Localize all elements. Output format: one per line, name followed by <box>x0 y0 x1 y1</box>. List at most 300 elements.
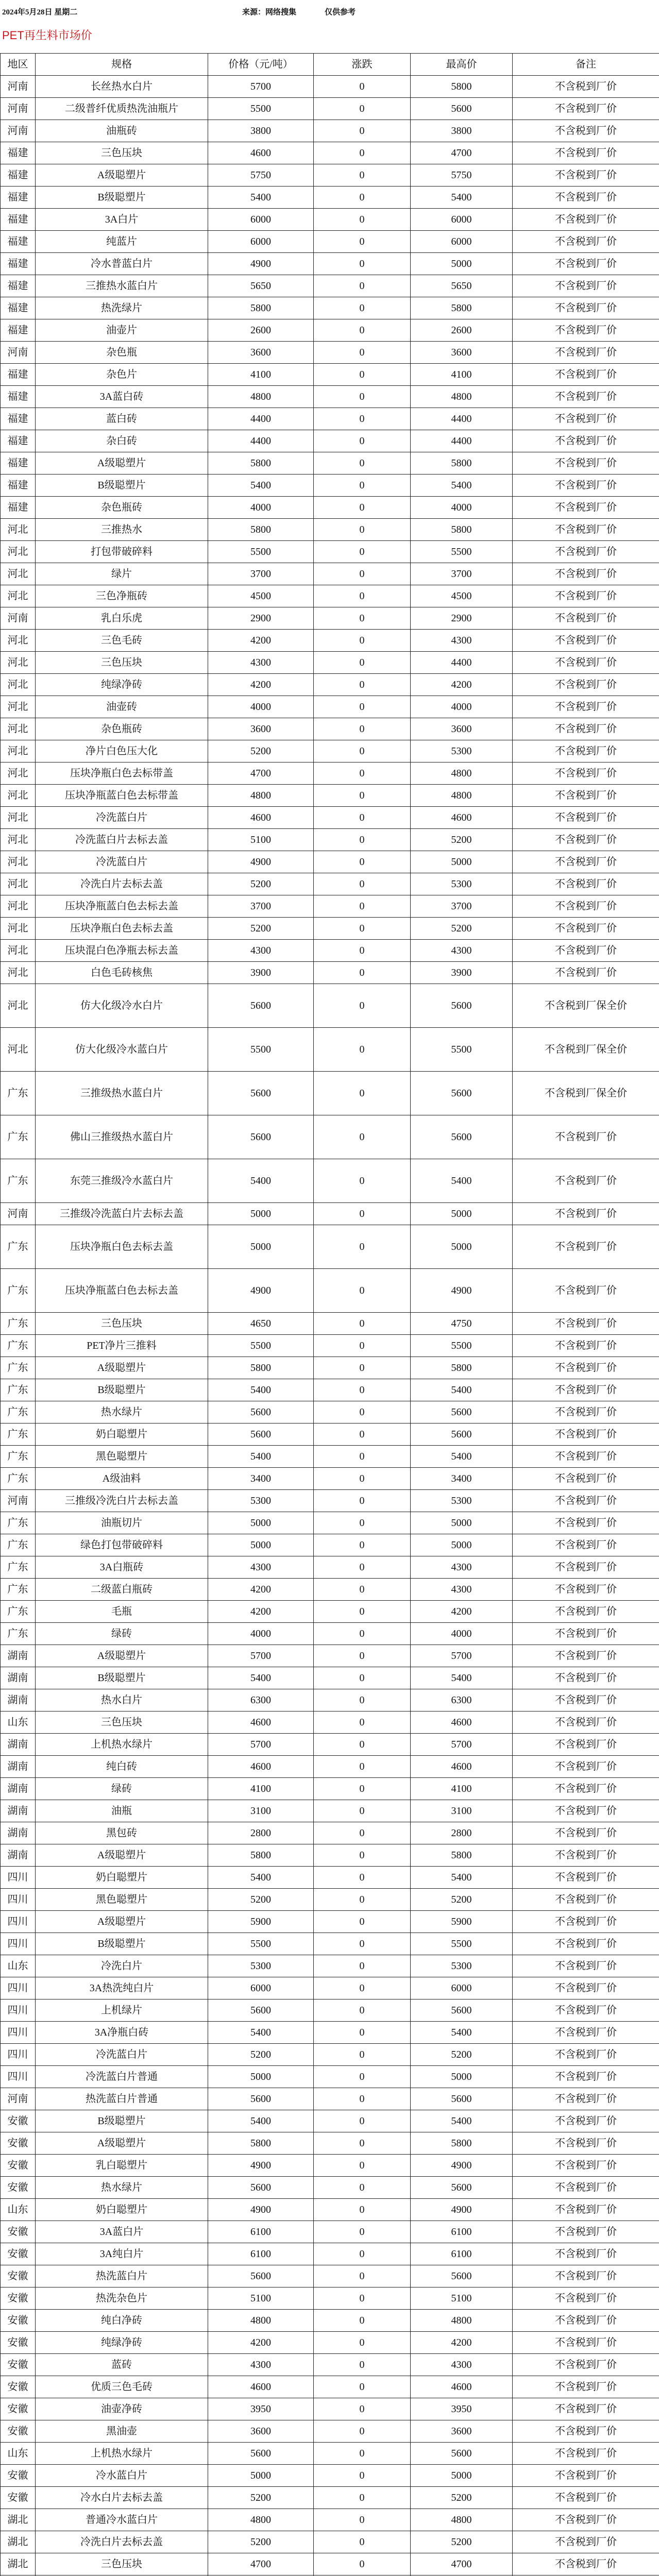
region-cell: 广东 <box>1 1115 36 1159</box>
price-cell: 5600 <box>208 1072 314 1115</box>
spec-cell: 白色毛砖核焦 <box>36 962 208 984</box>
price-table <box>0 53 659 2576</box>
table-header-row <box>1 54 659 76</box>
remark-cell: 不含税到厂价 <box>513 2332 659 2354</box>
region-cell: 湖南 <box>1 1667 36 1689</box>
spec-cell: 黑色聪塑片 <box>36 1446 208 1468</box>
remark-cell: 不含税到厂价 <box>513 2132 659 2155</box>
remark-cell: 不含税到厂价 <box>513 275 659 297</box>
remark-cell: 不含税到厂价 <box>513 1955 659 1977</box>
table-row <box>1 2110 659 2132</box>
region-cell: 广东 <box>1 1072 36 1115</box>
change-cell: 0 <box>314 2221 411 2243</box>
region-cell: 四川 <box>1 1977 36 1999</box>
spec-cell: 绿色打包带破碎料 <box>36 1534 208 1556</box>
remark-cell: 不含税到厂价 <box>513 1601 659 1623</box>
table-row <box>1 231 659 253</box>
remark-cell: 不含税到厂价 <box>513 2354 659 2376</box>
price-cell: 5900 <box>208 1911 314 1933</box>
max-price-cell: 5000 <box>411 1203 513 1225</box>
max-price-cell: 4200 <box>411 1601 513 1623</box>
remark-cell: 不含税到厂价 <box>513 120 659 142</box>
spec-cell: 压块净瓶蓝白色去标带盖 <box>36 785 208 807</box>
price-cell: 4600 <box>208 2376 314 2398</box>
change-cell: 0 <box>314 2044 411 2066</box>
spec-cell: 二级普纤优质热洗油瓶片 <box>36 98 208 120</box>
max-price-cell: 5400 <box>411 1379 513 1401</box>
price-cell: 5600 <box>208 2088 314 2110</box>
spec-cell: 奶白聪塑片 <box>36 1423 208 1446</box>
change-cell: 0 <box>314 563 411 585</box>
header-note: 仅供参考 <box>325 8 356 16</box>
price-cell: 5400 <box>208 1379 314 1401</box>
price-cell: 4000 <box>208 1623 314 1645</box>
change-cell: 0 <box>314 807 411 829</box>
region-cell: 广东 <box>1 1468 36 1490</box>
change-cell: 0 <box>314 895 411 918</box>
remark-cell: 不含税到厂价 <box>513 76 659 98</box>
remark-cell: 不含税到厂价 <box>513 1446 659 1468</box>
region-cell: 河北 <box>1 519 36 541</box>
remark-cell: 不含税到厂价 <box>513 2509 659 2531</box>
price-cell: 5700 <box>208 1645 314 1667</box>
change-cell: 0 <box>314 2022 411 2044</box>
change-cell: 0 <box>314 1645 411 1667</box>
spec-cell: 仿大化级冷水白片 <box>36 984 208 1028</box>
remark-cell: 不含税到厂价 <box>513 1800 659 1822</box>
spec-cell: 油壶砖 <box>36 696 208 718</box>
max-price-cell: 4900 <box>411 2155 513 2177</box>
spec-cell: A级聪塑片 <box>36 1844 208 1867</box>
region-cell: 山东 <box>1 2199 36 2221</box>
price-cell: 5200 <box>208 2044 314 2066</box>
spec-cell: 三推热水蓝白片 <box>36 275 208 297</box>
table-row <box>1 2509 659 2531</box>
change-cell: 0 <box>314 740 411 762</box>
table-row <box>1 674 659 696</box>
max-price-cell: 5300 <box>411 1955 513 1977</box>
table-row <box>1 386 659 408</box>
region-cell: 湖南 <box>1 1844 36 1867</box>
price-cell: 5000 <box>208 1225 314 1269</box>
region-cell: 河北 <box>1 652 36 674</box>
table-row <box>1 1889 659 1911</box>
price-cell: 4900 <box>208 851 314 873</box>
max-price-cell: 4000 <box>411 696 513 718</box>
table-row <box>1 1933 659 1955</box>
region-cell: 河北 <box>1 674 36 696</box>
remark-cell: 不含税到厂价 <box>513 785 659 807</box>
price-cell: 5650 <box>208 275 314 297</box>
change-cell: 0 <box>314 519 411 541</box>
spec-cell: B级聪塑片 <box>36 1933 208 1955</box>
change-cell: 0 <box>314 1335 411 1357</box>
spec-cell: 3A热洗纯白片 <box>36 1977 208 1999</box>
remark-cell: 不含税到厂价 <box>513 98 659 120</box>
price-cell: 4000 <box>208 696 314 718</box>
price-cell: 3700 <box>208 563 314 585</box>
spec-cell: 纯绿净砖 <box>36 2332 208 2354</box>
max-price-cell: 2800 <box>411 1822 513 1844</box>
remark-cell: 不含税到厂价 <box>513 2066 659 2088</box>
change-cell: 0 <box>314 1623 411 1645</box>
region-cell: 湖北 <box>1 2553 36 2575</box>
column-header-spec: 规格 <box>36 54 208 76</box>
price-cell: 5200 <box>208 2531 314 2553</box>
region-cell: 河南 <box>1 2088 36 2110</box>
spec-cell: 热洗蓝白片普通 <box>36 2088 208 2110</box>
price-cell: 4900 <box>208 2155 314 2177</box>
page-header <box>0 0 659 25</box>
column-header-price: 价格（元/吨） <box>208 54 314 76</box>
spec-cell: 杂色瓶砖 <box>36 497 208 519</box>
spec-cell: 打包带破碎料 <box>36 541 208 563</box>
change-cell: 0 <box>314 1379 411 1401</box>
table-row <box>1 2465 659 2487</box>
remark-cell: 不含税到厂价 <box>513 1357 659 1379</box>
change-cell: 0 <box>314 2553 411 2575</box>
price-cell: 5400 <box>208 1867 314 1889</box>
region-cell: 河北 <box>1 873 36 895</box>
table-row <box>1 2221 659 2243</box>
price-cell: 5300 <box>208 1490 314 1512</box>
table-row <box>1 1999 659 2022</box>
remark-cell: 不含税到厂价 <box>513 342 659 364</box>
region-cell: 安徽 <box>1 2398 36 2420</box>
change-cell: 0 <box>314 1977 411 1999</box>
price-cell: 5200 <box>208 873 314 895</box>
price-cell: 3400 <box>208 1468 314 1490</box>
region-cell: 河北 <box>1 962 36 984</box>
change-cell: 0 <box>314 696 411 718</box>
max-price-cell: 4600 <box>411 1711 513 1734</box>
spec-cell: A级油料 <box>36 1468 208 1490</box>
remark-cell: 不含税到厂价 <box>513 1689 659 1711</box>
spec-cell: 三色净瓶砖 <box>36 585 208 607</box>
spec-cell: 3A蓝白片 <box>36 2221 208 2243</box>
remark-cell: 不含税到厂价 <box>513 1867 659 1889</box>
remark-cell: 不含税到厂价 <box>513 718 659 740</box>
max-price-cell: 6300 <box>411 1689 513 1711</box>
spec-cell: 三推级冷洗蓝白片去标去盖 <box>36 1203 208 1225</box>
table-row <box>1 1269 659 1313</box>
spec-cell: 杂色瓶 <box>36 342 208 364</box>
price-cell: 5600 <box>208 1115 314 1159</box>
spec-cell: 杂白砖 <box>36 430 208 452</box>
change-cell: 0 <box>314 297 411 319</box>
max-price-cell: 5700 <box>411 1645 513 1667</box>
column-header-max-price: 最高价 <box>411 54 513 76</box>
spec-cell: 3A净瓶白砖 <box>36 2022 208 2044</box>
table-row <box>1 1911 659 1933</box>
remark-cell: 不含税到厂价 <box>513 164 659 187</box>
change-cell: 0 <box>314 2420 411 2443</box>
spec-cell: 3A纯白片 <box>36 2243 208 2265</box>
spec-cell: 热水绿片 <box>36 2177 208 2199</box>
change-cell: 0 <box>314 2287 411 2310</box>
remark-cell: 不含税到厂价 <box>513 1999 659 2022</box>
spec-cell: 蓝白砖 <box>36 408 208 430</box>
max-price-cell: 5800 <box>411 76 513 98</box>
table-row <box>1 253 659 275</box>
table-row <box>1 851 659 873</box>
max-price-cell: 5600 <box>411 1999 513 2022</box>
region-cell: 广东 <box>1 1623 36 1645</box>
remark-cell: 不含税到厂价 <box>513 1423 659 1446</box>
spec-cell: 奶白聪塑片 <box>36 1867 208 1889</box>
change-cell: 0 <box>314 1313 411 1335</box>
max-price-cell: 3900 <box>411 962 513 984</box>
max-price-cell: 5200 <box>411 1889 513 1911</box>
table-row <box>1 940 659 962</box>
max-price-cell: 4600 <box>411 2376 513 2398</box>
table-row <box>1 1800 659 1822</box>
spec-cell: 压块混白色净瓶去标去盖 <box>36 940 208 962</box>
region-cell: 湖南 <box>1 1734 36 1756</box>
spec-cell: 三色压块 <box>36 142 208 164</box>
region-cell: 广东 <box>1 1159 36 1203</box>
remark-cell: 不含税到厂价 <box>513 2465 659 2487</box>
max-price-cell: 5600 <box>411 1072 513 1115</box>
remark-cell: 不含税到厂价 <box>513 2310 659 2332</box>
region-cell: 福建 <box>1 364 36 386</box>
change-cell: 0 <box>314 2443 411 2465</box>
max-price-cell: 5000 <box>411 851 513 873</box>
spec-cell: 黑油壶 <box>36 2420 208 2443</box>
change-cell: 0 <box>314 474 411 497</box>
remark-cell: 不含税到厂价 <box>513 2265 659 2287</box>
change-cell: 0 <box>314 2155 411 2177</box>
table-row <box>1 1601 659 1623</box>
max-price-cell: 5800 <box>411 452 513 474</box>
price-cell: 5800 <box>208 297 314 319</box>
region-cell: 广东 <box>1 1335 36 1357</box>
table-row <box>1 829 659 851</box>
spec-cell: 热洗蓝白片 <box>36 2265 208 2287</box>
table-row <box>1 2265 659 2287</box>
price-cell: 5500 <box>208 541 314 563</box>
region-cell: 福建 <box>1 497 36 519</box>
spec-cell: 冷洗蓝白片 <box>36 807 208 829</box>
max-price-cell: 5000 <box>411 253 513 275</box>
table-body <box>1 76 659 2576</box>
table-row <box>1 120 659 142</box>
region-cell: 河北 <box>1 762 36 785</box>
region-cell: 河北 <box>1 984 36 1028</box>
remark-cell: 不含税到厂价 <box>513 1401 659 1423</box>
table-row <box>1 1667 659 1689</box>
region-cell: 安徽 <box>1 2221 36 2243</box>
remark-cell: 不含税到厂价 <box>513 674 659 696</box>
price-cell: 5500 <box>208 98 314 120</box>
spec-cell: 黑包砖 <box>36 1822 208 1844</box>
remark-cell: 不含税到厂价 <box>513 1512 659 1534</box>
max-price-cell: 5400 <box>411 1867 513 1889</box>
region-cell: 广东 <box>1 1446 36 1468</box>
region-cell: 四川 <box>1 1999 36 2022</box>
table-row <box>1 1756 659 1778</box>
change-cell: 0 <box>314 1556 411 1579</box>
change-cell: 0 <box>314 1423 411 1446</box>
change-cell: 0 <box>314 1889 411 1911</box>
change-cell: 0 <box>314 1468 411 1490</box>
region-cell: 福建 <box>1 319 36 342</box>
change-cell: 0 <box>314 1601 411 1623</box>
price-cell: 5600 <box>208 1401 314 1423</box>
table-row <box>1 585 659 607</box>
remark-cell: 不含税到厂价 <box>513 2398 659 2420</box>
price-cell: 4400 <box>208 408 314 430</box>
remark-cell: 不含税到厂价 <box>513 585 659 607</box>
table-row <box>1 1225 659 1269</box>
max-price-cell: 4800 <box>411 2509 513 2531</box>
region-cell: 河北 <box>1 563 36 585</box>
remark-cell: 不含税到厂价 <box>513 807 659 829</box>
change-cell: 0 <box>314 762 411 785</box>
change-cell: 0 <box>314 1203 411 1225</box>
remark-cell: 不含税到厂价 <box>513 1711 659 1734</box>
table-row <box>1 1072 659 1115</box>
region-cell: 山东 <box>1 1711 36 1734</box>
spec-cell: 冷水白片去标去盖 <box>36 2487 208 2509</box>
spec-cell: 热洗绿片 <box>36 297 208 319</box>
max-price-cell: 5800 <box>411 1844 513 1867</box>
max-price-cell: 5500 <box>411 1028 513 1072</box>
max-price-cell: 4800 <box>411 762 513 785</box>
region-cell: 广东 <box>1 1534 36 1556</box>
remark-cell: 不含税到厂价 <box>513 762 659 785</box>
max-price-cell: 5700 <box>411 1734 513 1756</box>
page-title: PET再生料市场价 <box>2 29 92 42</box>
region-cell: 安徽 <box>1 2265 36 2287</box>
table-row <box>1 2177 659 2199</box>
region-cell: 安徽 <box>1 2110 36 2132</box>
change-cell: 0 <box>314 1800 411 1822</box>
max-price-cell: 5200 <box>411 918 513 940</box>
spec-cell: 三色毛砖 <box>36 630 208 652</box>
price-cell: 5600 <box>208 984 314 1028</box>
region-cell: 福建 <box>1 386 36 408</box>
price-cell: 4700 <box>208 762 314 785</box>
price-cell: 4100 <box>208 364 314 386</box>
spec-cell: B级聪塑片 <box>36 2110 208 2132</box>
region-cell: 广东 <box>1 1556 36 1579</box>
price-cell: 4200 <box>208 1579 314 1601</box>
table-row <box>1 984 659 1028</box>
max-price-cell: 6100 <box>411 2243 513 2265</box>
spec-cell: 纯白砖 <box>36 1756 208 1778</box>
max-price-cell: 5300 <box>411 873 513 895</box>
region-cell: 湖南 <box>1 1689 36 1711</box>
max-price-cell: 5100 <box>411 2287 513 2310</box>
spec-cell: 压块净瓶蓝白色去标去盖 <box>36 1269 208 1313</box>
region-cell: 广东 <box>1 1379 36 1401</box>
price-cell: 4300 <box>208 652 314 674</box>
region-cell: 四川 <box>1 2044 36 2066</box>
region-cell: 河北 <box>1 585 36 607</box>
max-price-cell: 3800 <box>411 120 513 142</box>
change-cell: 0 <box>314 120 411 142</box>
column-header-change: 涨跌 <box>314 54 411 76</box>
price-cell: 5500 <box>208 1028 314 1072</box>
max-price-cell: 5400 <box>411 1667 513 1689</box>
max-price-cell: 5300 <box>411 740 513 762</box>
table-row <box>1 2531 659 2553</box>
change-cell: 0 <box>314 2487 411 2509</box>
region-cell: 河南 <box>1 1203 36 1225</box>
price-cell: 2600 <box>208 319 314 342</box>
remark-cell: 不含税到厂价 <box>513 253 659 275</box>
max-price-cell: 4800 <box>411 2310 513 2332</box>
remark-cell: 不含税到厂价 <box>513 2199 659 2221</box>
table-row <box>1 164 659 187</box>
spec-cell: B级聪塑片 <box>36 1667 208 1689</box>
region-cell: 四川 <box>1 1911 36 1933</box>
change-cell: 0 <box>314 142 411 164</box>
region-cell: 广东 <box>1 1313 36 1335</box>
price-cell: 4700 <box>208 2553 314 2575</box>
price-cell: 5700 <box>208 1734 314 1756</box>
max-price-cell: 3600 <box>411 718 513 740</box>
spec-cell: 三推级热水蓝白片 <box>36 1072 208 1115</box>
remark-cell: 不含税到厂价 <box>513 2044 659 2066</box>
remark-cell: 不含税到厂价 <box>513 408 659 430</box>
region-cell: 河北 <box>1 541 36 563</box>
region-cell: 河北 <box>1 807 36 829</box>
max-price-cell: 5600 <box>411 2177 513 2199</box>
price-cell: 4200 <box>208 1601 314 1623</box>
remark-cell: 不含税到厂价 <box>513 1911 659 1933</box>
max-price-cell: 5400 <box>411 1446 513 1468</box>
region-cell: 安徽 <box>1 2376 36 2398</box>
price-cell: 4300 <box>208 940 314 962</box>
remark-cell: 不含税到厂保全价 <box>513 984 659 1028</box>
change-cell: 0 <box>314 541 411 563</box>
region-cell: 福建 <box>1 408 36 430</box>
max-price-cell: 5900 <box>411 1911 513 1933</box>
remark-cell: 不含税到厂价 <box>513 231 659 253</box>
change-cell: 0 <box>314 1778 411 1800</box>
spec-cell: 杂色片 <box>36 364 208 386</box>
max-price-cell: 5800 <box>411 1357 513 1379</box>
region-cell: 河北 <box>1 895 36 918</box>
change-cell: 0 <box>314 918 411 940</box>
region-cell: 湖北 <box>1 2509 36 2531</box>
remark-cell: 不含税到厂价 <box>513 1977 659 1999</box>
price-cell: 2900 <box>208 607 314 630</box>
price-cell: 6100 <box>208 2221 314 2243</box>
change-cell: 0 <box>314 187 411 209</box>
price-cell: 3600 <box>208 342 314 364</box>
table-row <box>1 652 659 674</box>
max-price-cell: 5000 <box>411 2066 513 2088</box>
change-cell: 0 <box>314 652 411 674</box>
spec-cell: 冷水普蓝白片 <box>36 253 208 275</box>
region-cell: 河北 <box>1 630 36 652</box>
spec-cell: 三推热水 <box>36 519 208 541</box>
max-price-cell: 5500 <box>411 1933 513 1955</box>
change-cell: 0 <box>314 1579 411 1601</box>
region-cell: 广东 <box>1 1601 36 1623</box>
max-price-cell: 5400 <box>411 1159 513 1203</box>
table-row <box>1 209 659 231</box>
change-cell: 0 <box>314 630 411 652</box>
spec-cell: 奶白聪塑片 <box>36 2199 208 2221</box>
table-row <box>1 408 659 430</box>
region-cell: 湖北 <box>1 2531 36 2553</box>
max-price-cell: 4800 <box>411 386 513 408</box>
region-cell: 河南 <box>1 98 36 120</box>
